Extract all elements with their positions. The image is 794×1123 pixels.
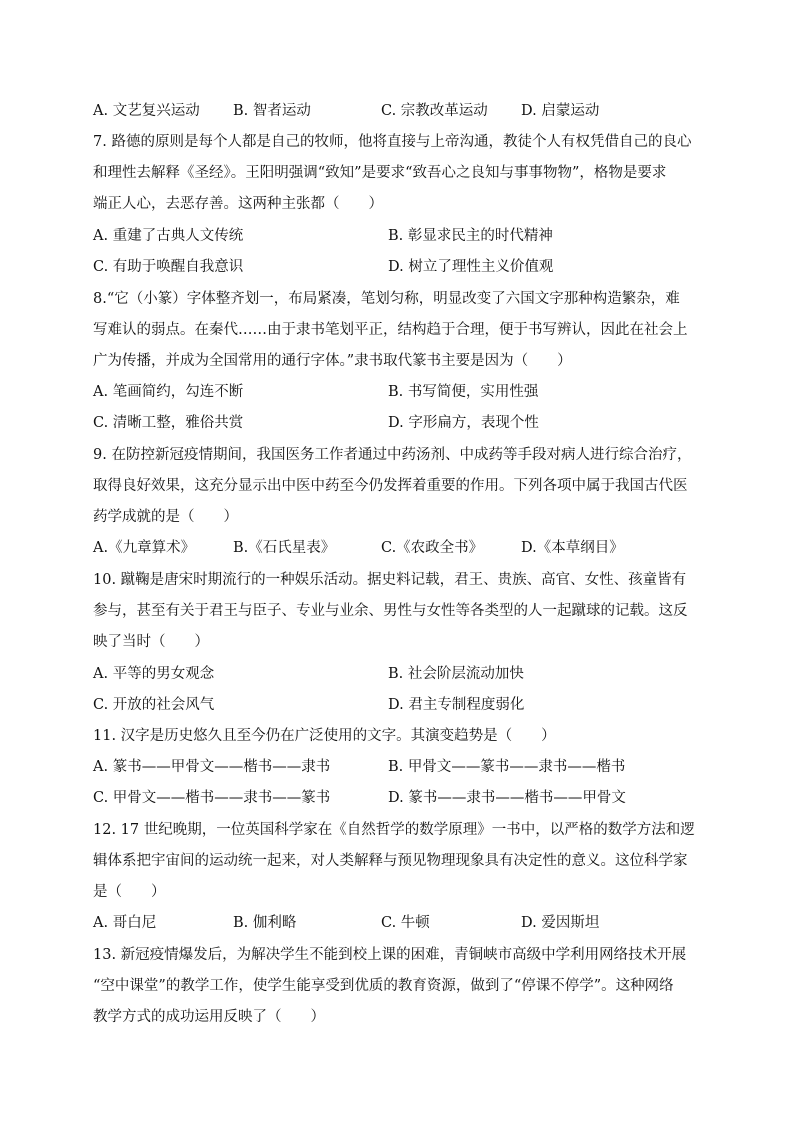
q12-option-c: C. 牛顿 bbox=[381, 915, 430, 931]
q11-option-b: B. 甲骨文——篆书——隶书——楷书 bbox=[388, 759, 626, 775]
q13-stem-line-3: 教学方式的成功运用反映了（ ） bbox=[93, 1009, 325, 1025]
q10-option-b: B. 社会阶层流动加快 bbox=[388, 666, 524, 682]
q12-stem-line-1: 12. 17 世纪晚期，一位英国科学家在《自然哲学的数学原理》一书中，以严格的数学方法和逻 bbox=[93, 822, 695, 838]
q8-option-c: C. 清晰工整，雅俗共赏 bbox=[93, 415, 244, 431]
q8-option-d: D. 字形扁方，表现个性 bbox=[388, 415, 539, 431]
q8-option-b: B. 书写简便，实用性强 bbox=[388, 384, 539, 400]
q7-option-c: C. 有助于唤醒自我意识 bbox=[93, 259, 244, 275]
q10-stem-line-3: 映了当时（ ） bbox=[93, 634, 209, 650]
q7-option-a: A. 重建了古典人文传统 bbox=[93, 228, 244, 244]
q6-option-d: D. 启蒙运动 bbox=[521, 103, 600, 119]
q8-option-a: A. 笔画简约，勾连不断 bbox=[93, 384, 244, 400]
q7-option-d: D. 树立了理性主义价值观 bbox=[388, 259, 554, 275]
q12-option-a: A. 哥白尼 bbox=[93, 915, 157, 931]
q10-option-c: C. 开放的社会风气 bbox=[93, 697, 215, 713]
q9-option-b: B.《石氏星表》 bbox=[233, 540, 336, 556]
q10-option-d: D. 君主专制程度弱化 bbox=[388, 697, 525, 713]
q8-stem-line-1: 8.“它（小篆）字体整齐划一，布局紧凑，笔划匀称，明显改变了六国文字那种构造繁杂，难 bbox=[93, 291, 680, 307]
q7-stem-line-2: 和理性去解释《圣经》。王阳明强调“致知”是要求“致吾心之良知与事事物物”，格物是要求 bbox=[93, 165, 667, 181]
q11-option-c: C. 甲骨文——楷书——隶书——篆书 bbox=[93, 790, 331, 806]
q10-stem-line-1: 10. 蹴鞠是唐宋时期流行的一种娱乐活动。据史料记载，君王、贵族、高官、女性、孩童皆有 bbox=[93, 572, 687, 588]
q7-stem-line-3: 端正人心，去恶存善。这两种主张都（ ） bbox=[93, 196, 383, 212]
q9-stem-line-1: 9. 在防控新冠疫情期间，我国医务工作者通过中药汤剂、中成药等手段对病人进行综合治疗， bbox=[93, 447, 692, 463]
q6-option-a: A. 文艺复兴运动 bbox=[93, 103, 200, 119]
q8-stem-line-3: 广为传播，并成为全国常用的通行字体。”隶书取代篆书主要是因为（ ） bbox=[93, 353, 572, 369]
q12-option-d: D. 爱因斯坦 bbox=[521, 915, 600, 931]
q6-option-c: C. 宗教改革运动 bbox=[381, 103, 488, 119]
q12-stem-line-2: 辑体系把宇宙间的运动统一起来，对人类解释与预见物理现象具有决定性的意义。这位科学家 bbox=[93, 853, 688, 869]
q7-option-b: B. 彰显求民主的时代精神 bbox=[388, 228, 553, 244]
q6-option-b: B. 智者运动 bbox=[233, 103, 311, 119]
q9-option-d: D.《本草纲目》 bbox=[521, 540, 624, 556]
q11-option-a: A. 篆书——甲骨文——楷书——隶书 bbox=[93, 759, 331, 775]
q10-option-a: A. 平等的男女观念 bbox=[93, 666, 215, 682]
q11-option-d: D. 篆书——隶书——楷书——甲骨文 bbox=[388, 790, 626, 806]
q12-option-b: B. 伽利略 bbox=[233, 915, 297, 931]
q10-stem-line-2: 参与，甚至有关于君王与臣子、专业与业余、男性与女性等各类型的人一起蹴球的记载。这反 bbox=[93, 603, 688, 619]
q7-stem-line-1: 7. 路德的原则是每个人都是自己的牧师，他将直接与上帝沟通，教徒个人有权凭借自己的良心 bbox=[93, 134, 692, 150]
q12-stem-line-3: 是（ ） bbox=[93, 884, 166, 900]
q9-stem-line-2: 取得良好效果，这充分显示出中医中药至今仍发挥着重要的作用。下列各项中属于我国古代医 bbox=[93, 478, 688, 494]
q13-stem-line-1: 13. 新冠疫情爆发后，为解决学生不能到校上课的困难，青铜峡市高级中学利用网络技术开展 bbox=[93, 947, 687, 963]
q9-option-a: A.《九章算术》 bbox=[93, 540, 196, 556]
q9-option-c: C.《农政全书》 bbox=[381, 540, 484, 556]
q8-stem-line-2: 写难认的弱点。在秦代……由于隶书笔划平正，结构趋于合理，便于书写辨认，因此在社会上 bbox=[93, 322, 688, 338]
q9-stem-line-3: 药学成就的是（ ） bbox=[93, 509, 238, 525]
q13-stem-line-2: “空中课堂”的教学工作，使学生能享受到优质的教育资源，做到了“停课不停学”。这种网络 bbox=[93, 978, 674, 994]
q11-stem-line-1: 11. 汉字是历史悠久且至今仍在广泛使用的文字。其演变趋势是（ ） bbox=[93, 728, 556, 744]
